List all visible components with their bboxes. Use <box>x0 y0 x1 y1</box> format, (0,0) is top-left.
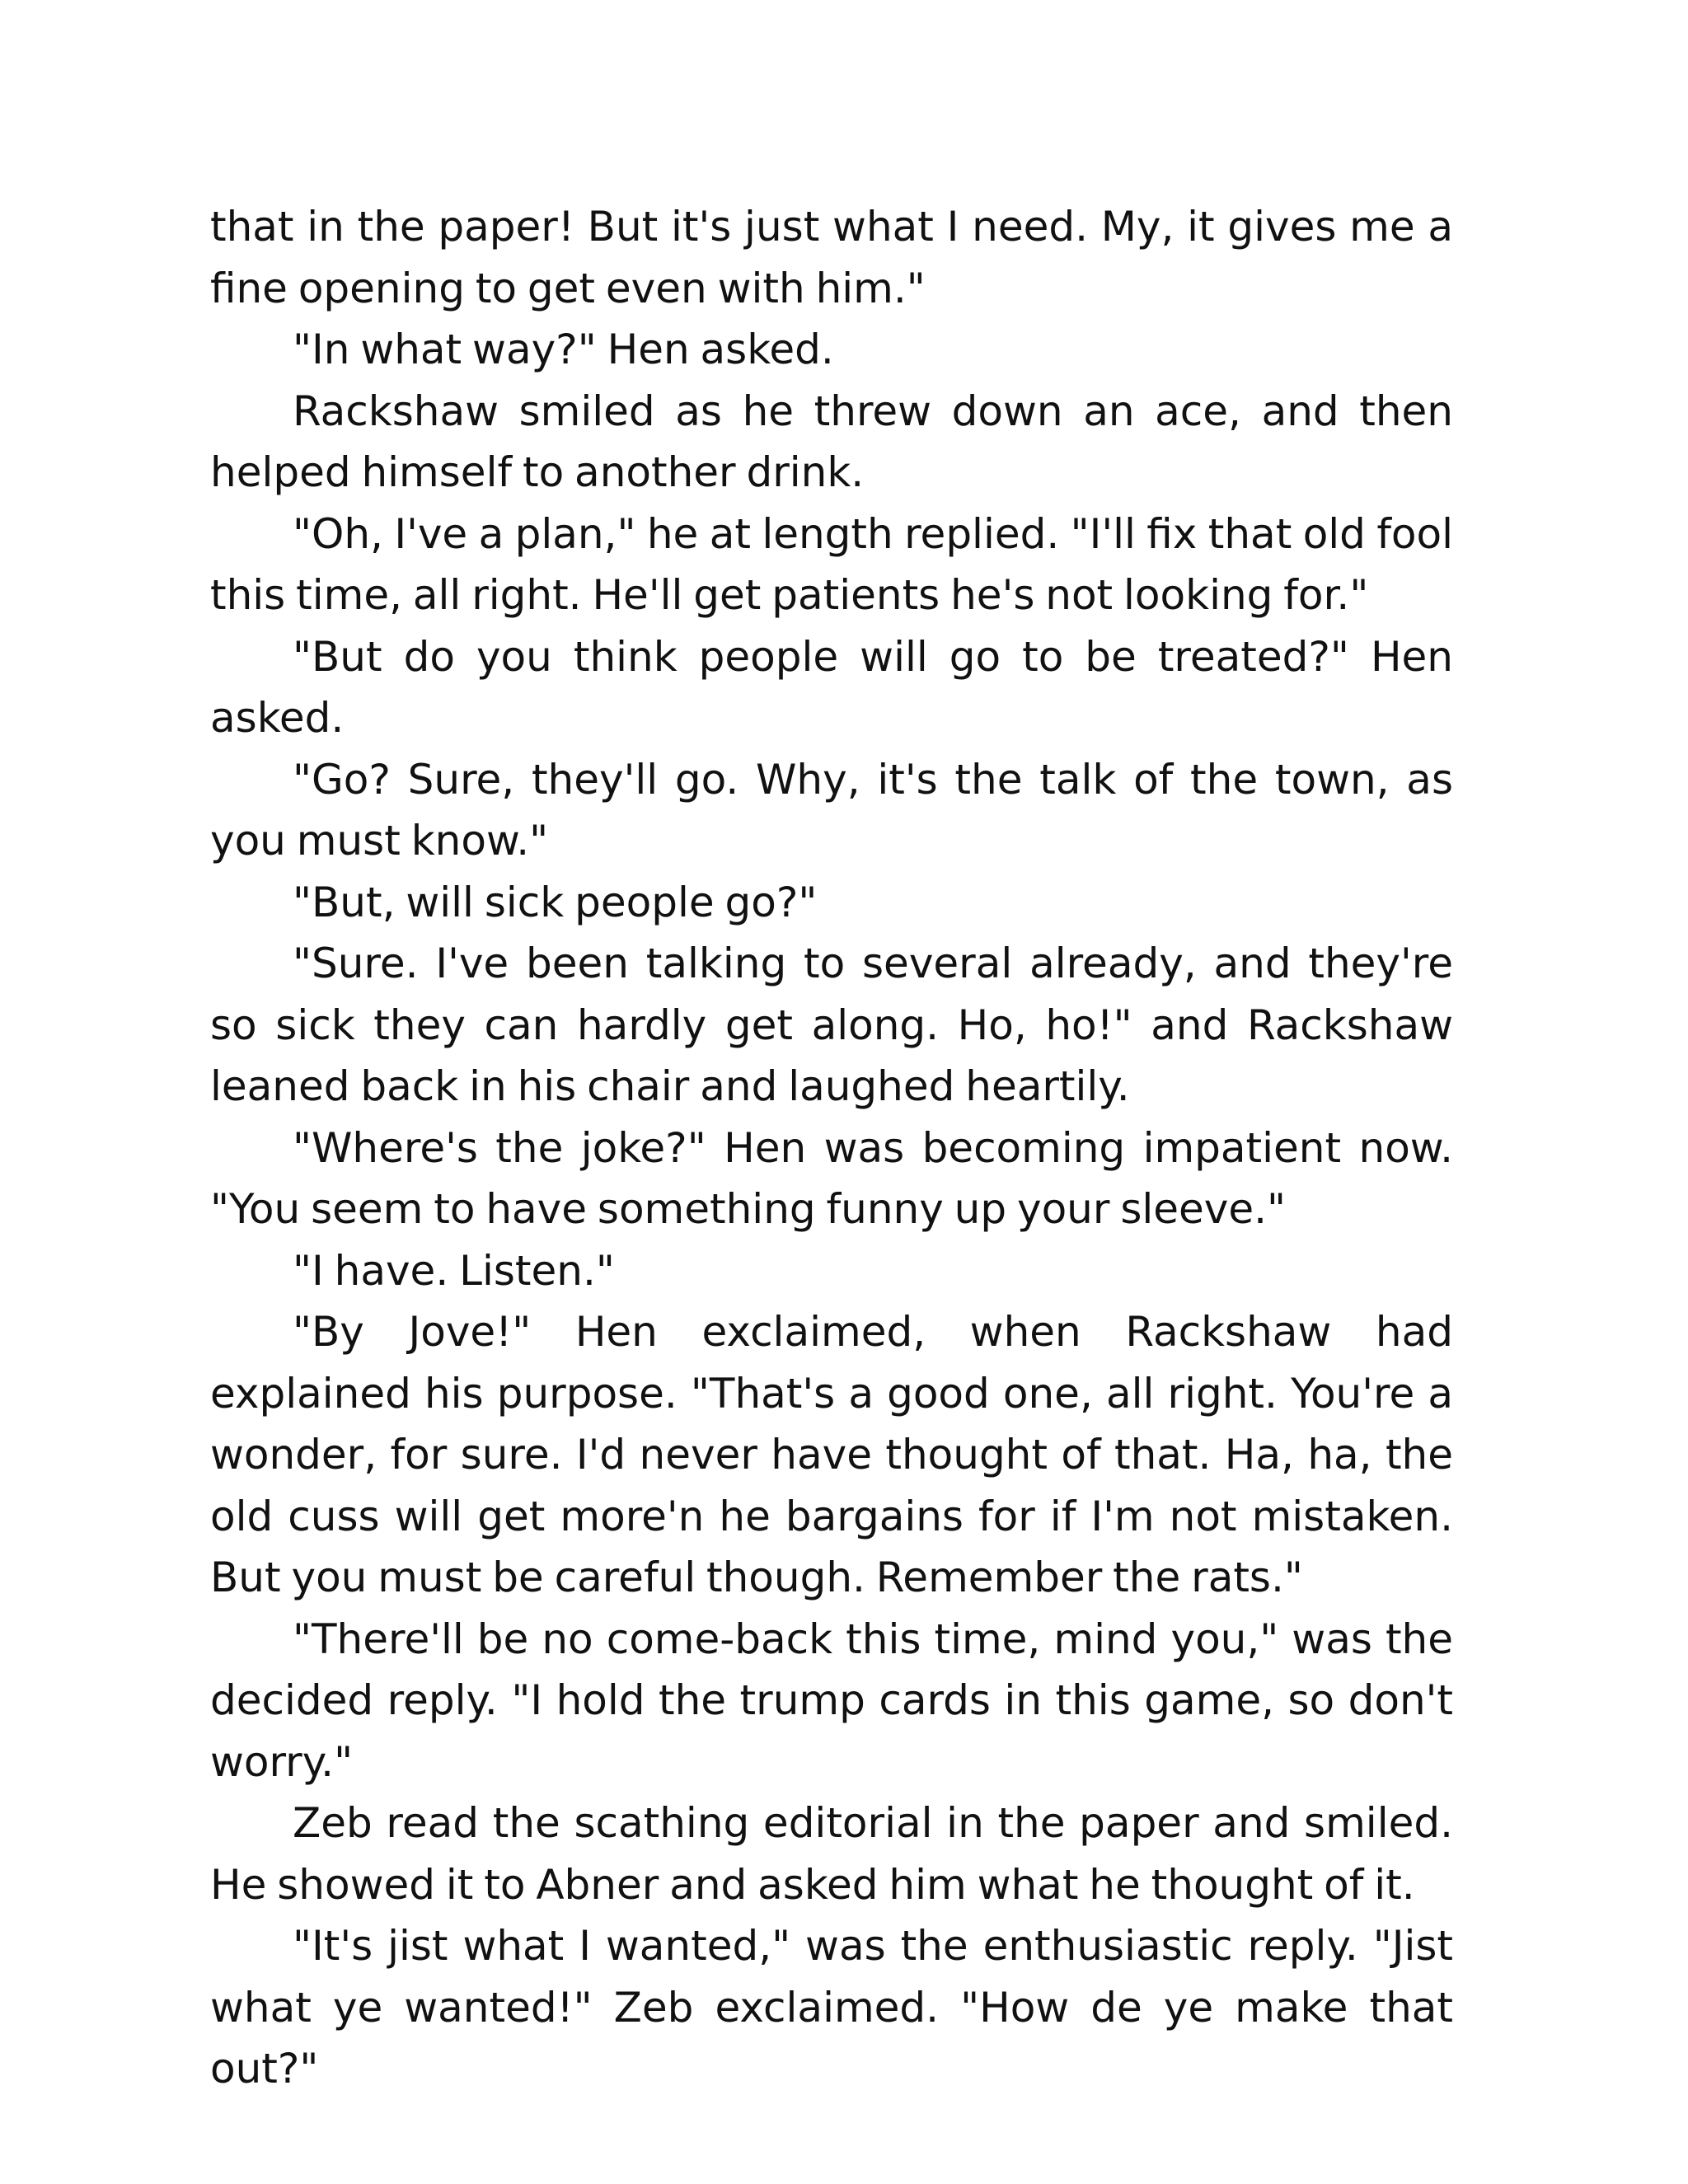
page-body <box>210 196 1453 2100</box>
paragraph: "But do you think people will go to be treated?" Hen asked. <box>210 632 1453 742</box>
paragraph: "Go? Sure, they'll go. Why, it's the talk of the town, as you must know." <box>210 755 1453 865</box>
paragraph: "I have. Listen." <box>293 1246 615 1295</box>
paragraph: "It's jist what I wanted," was the enthusiastic reply. "Jist what ye wanted!" Zeb exclaimed. "How de ye make that out?" <box>210 1922 1453 2093</box>
paragraph: "Sure. I've been talking to several already, and they're so sick they can hardly get along. Ho, ho!" and Rackshaw leaned back in his chair and laughed heartily. <box>210 940 1453 1110</box>
paragraph: that in the paper! But it's just what I need. My, it gives me a fine opening to get even with him." <box>210 203 1453 312</box>
paragraph: "Where's the joke?" Hen was becoming impatient now. "You seem to have something funny up your sleeve." <box>210 1123 1453 1233</box>
paragraph: "Oh, I've a plan," he at length replied. "I'll fix that old fool this time, all right. He'll get patients he's not looking for." <box>210 509 1453 619</box>
paragraph: "But, will sick people go?" <box>293 878 818 926</box>
paragraph: "There'll be no come-back this time, mind you," was the decided reply. "I hold the trump cards in this game, so don't worry." <box>210 1615 1453 1786</box>
paragraph: Rackshaw smiled as he threw down an ace, and then helped himself to another drink. <box>210 387 1453 496</box>
paragraph: "In what way?" Hen asked. <box>293 326 834 373</box>
paragraph: Zeb read the scathing editorial in the paper and smiled. He showed it to Abner and asked him what he thought of it. <box>210 1799 1453 1909</box>
paragraph: "By Jove!" Hen exclaimed, when Rackshaw had explained his purpose. "That's a good one, all right. You're a wonder, for sure. I'd never have thought of that. Ha, ha, the old cuss will get more'n he bargains for if I'm not mistaken. But you must be careful though. Remember the rats." <box>210 1308 1453 1601</box>
